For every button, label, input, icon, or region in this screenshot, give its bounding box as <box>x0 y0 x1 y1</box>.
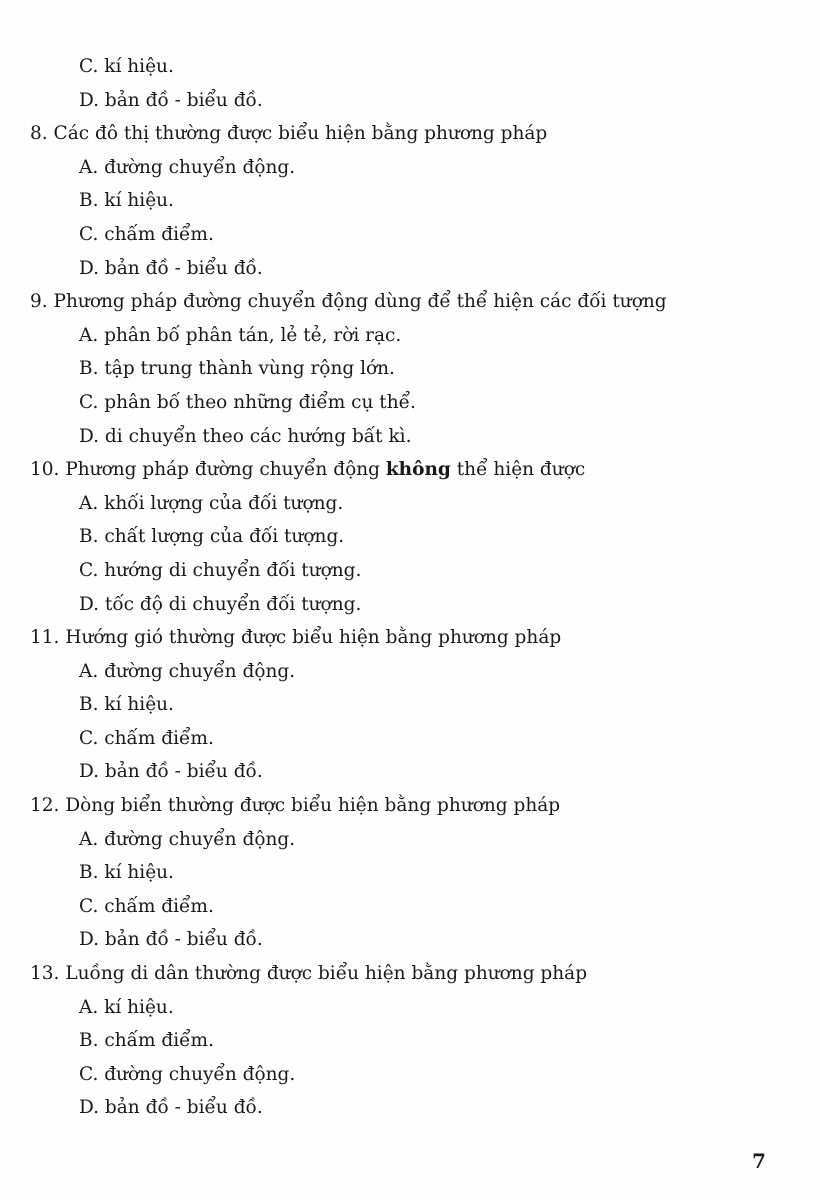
question-list <box>0 117 820 1125</box>
option: A. kí hiệu. <box>79 996 174 1018</box>
question <box>0 453 820 487</box>
question <box>0 621 820 655</box>
question-text: Luồng di dân thường được biểu hiện bằng phương pháp <box>65 963 588 985</box>
question-number: 8. <box>30 123 48 145</box>
question-text: thể hiện được <box>456 459 586 481</box>
option: D. bản đồ - biểu đồ. <box>79 929 263 951</box>
option: A. đường chuyển động. <box>79 156 296 178</box>
question <box>0 789 820 823</box>
question-text: Các đô thị thường được biểu hiện bằng phương pháp <box>53 123 548 145</box>
question <box>0 285 820 319</box>
question-number: 9. <box>30 291 48 313</box>
question-number: 12. <box>30 795 60 817</box>
document-page <box>0 50 820 1125</box>
option: D. di chuyển theo các hướng bất kì. <box>79 425 412 447</box>
option: B. chất lượng của đối tượng. <box>79 526 345 548</box>
question-number: 10. <box>30 459 60 481</box>
option: C. kí hiệu. <box>79 56 174 77</box>
option: B. tập trung thành vùng rộng lớn. <box>79 358 395 380</box>
question <box>0 957 820 991</box>
question-text: Phương pháp đường chuyển động <box>65 459 380 481</box>
option: B. chấm điểm. <box>79 1030 214 1052</box>
option: B. kí hiệu. <box>79 190 174 212</box>
option: D. bản đồ - biểu đồ. <box>79 761 263 783</box>
option: B. kí hiệu. <box>79 862 174 884</box>
question-number: 11. <box>30 627 60 649</box>
option: D. bản đồ - biểu đồ. <box>79 1097 263 1119</box>
option: C. chấm điểm. <box>79 895 214 917</box>
option: C. phân bố theo những điểm cụ thể. <box>79 391 416 413</box>
option: C. chấm điểm. <box>79 727 214 749</box>
option: B. kí hiệu. <box>79 694 174 716</box>
option: A. đường chuyển động. <box>79 660 296 682</box>
question-text: Phương pháp đường chuyển động dùng để thể hiện các đối tượng <box>53 291 667 313</box>
option: A. đường chuyển động. <box>79 828 296 850</box>
question-text: Hướng gió thường được biểu hiện bằng phương pháp <box>65 627 562 649</box>
option: A. phân bố phân tán, lẻ tẻ, rời rạc. <box>79 324 402 346</box>
option: D. tốc độ di chuyển đối tượng. <box>79 593 362 615</box>
question <box>0 117 820 151</box>
question-number: 13. <box>30 963 60 985</box>
option: C. hướng di chuyển đối tượng. <box>79 559 362 581</box>
option: C. đường chuyển động. <box>79 1063 296 1085</box>
page-number: 7 <box>752 1149 766 1173</box>
option: C. chấm điểm. <box>79 223 214 245</box>
question-text: Dòng biển thường được biểu hiện bằng phương pháp <box>65 795 561 817</box>
option: A. khối lượng của đối tượng. <box>79 492 344 514</box>
question-text: không <box>385 459 451 481</box>
option: D. bản đồ - biểu đồ. <box>79 89 263 111</box>
option: D. bản đồ - biểu đồ. <box>79 257 263 279</box>
